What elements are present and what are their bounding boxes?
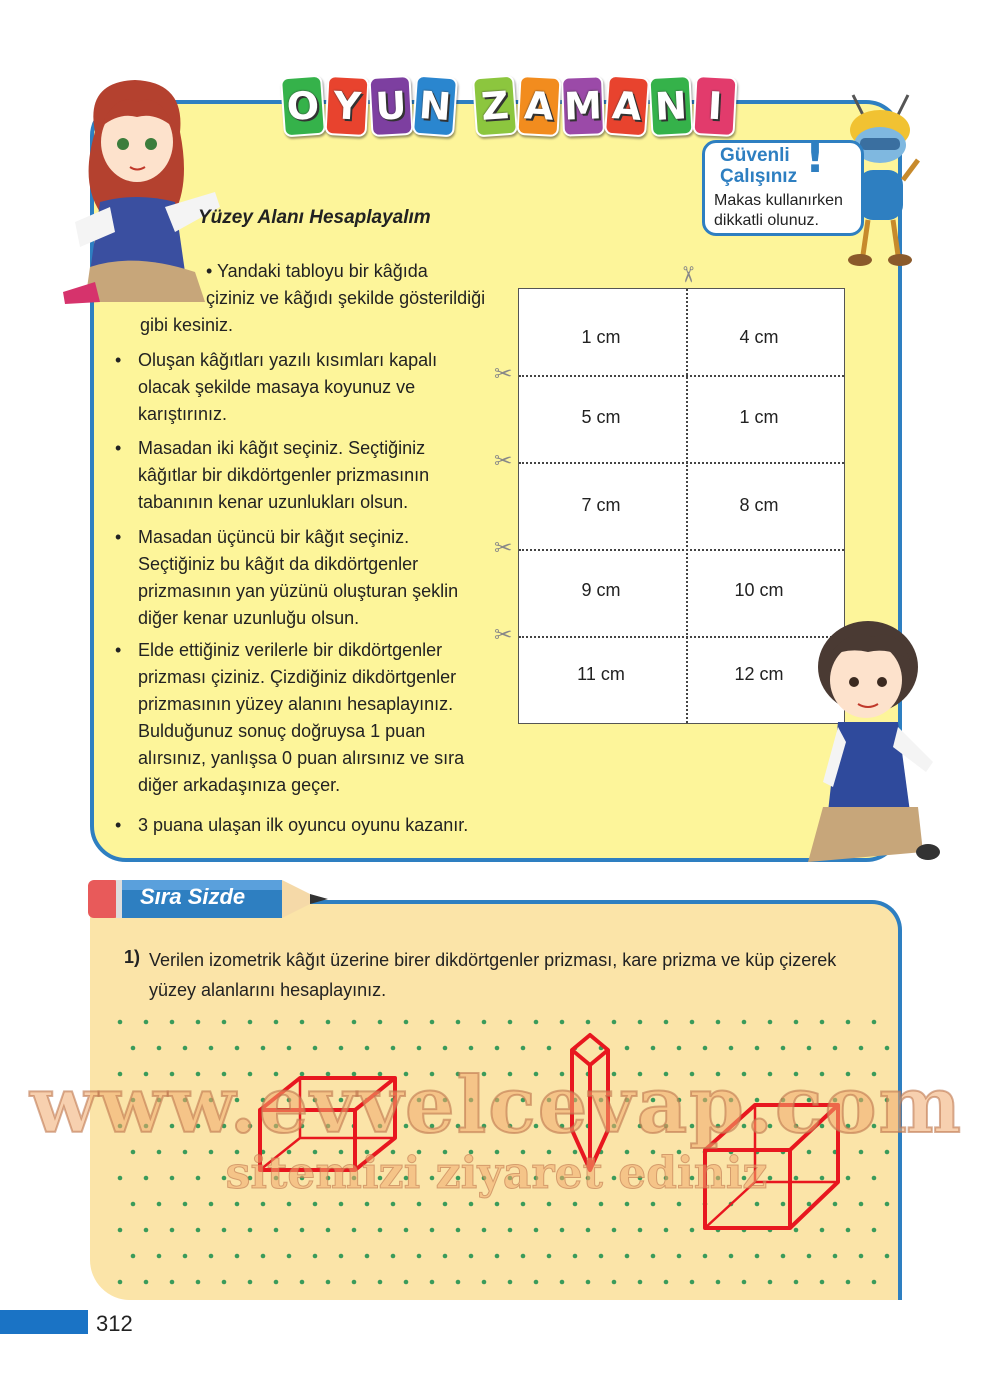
title-letter: N [412, 75, 458, 138]
grid-dot [586, 1228, 591, 1233]
grid-dot [846, 1228, 851, 1233]
grid-dot [781, 1046, 786, 1051]
grid-dot [638, 1228, 643, 1233]
grid-dot [300, 1228, 305, 1233]
grid-dot [716, 1020, 721, 1025]
grid-dot [638, 1020, 643, 1025]
grid-dot [391, 1046, 396, 1051]
title-letter: Z [472, 75, 518, 138]
instruction-6 [115, 812, 515, 839]
grid-dot [430, 1228, 435, 1233]
grid-dot [833, 1254, 838, 1259]
grid-dot [144, 1020, 149, 1025]
grid-dot [144, 1280, 149, 1285]
grid-dot [716, 1280, 721, 1285]
grid-dot [664, 1020, 669, 1025]
grid-dot [404, 1280, 409, 1285]
grid-dot [573, 1254, 578, 1259]
table-cell: 1 cm [581, 327, 621, 347]
grid-dot [391, 1254, 396, 1259]
grid-dot [742, 1280, 747, 1285]
table-cell: 12 cm [734, 664, 784, 684]
grid-dot [690, 1280, 695, 1285]
grid-dot [248, 1020, 253, 1025]
cut-line [519, 375, 844, 377]
title-letter: M [561, 75, 605, 136]
instruction-line: Seçtiğiniz bu kâğıt da dikdörtgenler [138, 554, 419, 574]
grid-dot [781, 1202, 786, 1207]
boy-illustration [798, 612, 943, 887]
grid-dot [222, 1228, 227, 1233]
grid-dot [326, 1020, 331, 1025]
table-cell: 9 cm [581, 580, 621, 600]
grid-dot [144, 1228, 149, 1233]
grid-dot [339, 1046, 344, 1051]
grid-dot [157, 1254, 162, 1259]
grid-dot [560, 1280, 565, 1285]
title-letter: U [368, 75, 413, 137]
grid-dot [469, 1254, 474, 1259]
grid-dot [547, 1202, 552, 1207]
grid-dot [352, 1020, 357, 1025]
grid-dot [677, 1254, 682, 1259]
grid-dot [183, 1046, 188, 1051]
bullet: • [115, 815, 122, 835]
grid-dot [209, 1046, 214, 1051]
grid-dot [417, 1202, 422, 1207]
grid-dot [235, 1046, 240, 1051]
grid-dot [612, 1280, 617, 1285]
grid-dot [677, 1046, 682, 1051]
grid-dot [430, 1020, 435, 1025]
instruction-5 [115, 637, 515, 799]
grid-dot [287, 1254, 292, 1259]
grid-dot [378, 1020, 383, 1025]
grid-dot [300, 1020, 305, 1025]
grid-dot [768, 1280, 773, 1285]
table-cell: 1 cm [739, 407, 779, 427]
grid-dot [664, 1280, 669, 1285]
grid-dot [560, 1228, 565, 1233]
cut-table [518, 288, 845, 724]
grid-dot [690, 1228, 695, 1233]
grid-dot [339, 1202, 344, 1207]
grid-dot [248, 1228, 253, 1233]
grid-dot [378, 1228, 383, 1233]
grid-dot [521, 1046, 526, 1051]
grid-dot [703, 1254, 708, 1259]
grid-dot [118, 1020, 123, 1025]
grid-dot [196, 1280, 201, 1285]
grid-dot [196, 1228, 201, 1233]
instruction-line: alırsınız, yanlışsa 0 puan alırsınız ve sıra [138, 748, 465, 768]
grid-dot [352, 1280, 357, 1285]
title-letter: O [280, 75, 326, 138]
grid-dot [859, 1254, 864, 1259]
grid-dot [807, 1046, 812, 1051]
grid-dot [274, 1280, 279, 1285]
instruction-3 [115, 435, 515, 516]
grid-dot [664, 1228, 669, 1233]
watermark-url: www.evvelcevap.com [30, 1060, 963, 1151]
grid-dot [625, 1254, 630, 1259]
grid-dot [755, 1202, 760, 1207]
grid-dot [378, 1280, 383, 1285]
grid-dot [625, 1202, 630, 1207]
grid-dot [625, 1046, 630, 1051]
grid-dot [508, 1020, 513, 1025]
grid-dot [430, 1280, 435, 1285]
instruction-line: diğer arkadaşınıza geçer. [138, 775, 341, 795]
instruction-line: diğer kenar uzunluğu olsun. [138, 608, 360, 628]
grid-dot [859, 1202, 864, 1207]
grid-dot [833, 1202, 838, 1207]
turn-label: Sıra Sizde [140, 884, 246, 909]
table-cell: 11 cm [577, 664, 625, 684]
grid-dot [417, 1046, 422, 1051]
grid-dot [885, 1202, 890, 1207]
title-letter: A [516, 75, 561, 137]
instruction-line: kâğıtlar bir dikdörtgenler prizmasının [138, 465, 430, 485]
instruction-line: tabanının kenar uzunlukları olsun. [138, 492, 409, 512]
grid-dot [729, 1046, 734, 1051]
grid-dot [443, 1046, 448, 1051]
grid-dot [495, 1046, 500, 1051]
grid-dot [820, 1280, 825, 1285]
grid-dot [417, 1254, 422, 1259]
grid-dot [170, 1280, 175, 1285]
grid-dot [482, 1280, 487, 1285]
title-letter: I [692, 75, 737, 137]
instruction-line: prizmasının yüzey alanını hesaplayınız. [138, 694, 454, 714]
scissors-icon: ✂ [674, 265, 700, 284]
grid-dot [690, 1020, 695, 1025]
bullet: • [115, 640, 122, 660]
grid-dot [118, 1280, 123, 1285]
grid-dot [300, 1280, 305, 1285]
grid-dot [755, 1254, 760, 1259]
instruction-line: Bulduğunuz sonuç doğruysa 1 puan [138, 721, 426, 741]
grid-dot [612, 1228, 617, 1233]
table-cell: 5 cm [581, 407, 621, 427]
grid-dot [534, 1020, 539, 1025]
grid-dot [755, 1046, 760, 1051]
grid-dot [209, 1254, 214, 1259]
title-letter: Y [324, 75, 369, 137]
bullet: • [115, 527, 122, 547]
grid-dot [261, 1254, 266, 1259]
grid-dot [638, 1280, 643, 1285]
grid-dot [651, 1046, 656, 1051]
grid-dot [482, 1020, 487, 1025]
grid-dot [287, 1202, 292, 1207]
grid-dot [365, 1254, 370, 1259]
grid-dot [469, 1046, 474, 1051]
grid-dot [807, 1254, 812, 1259]
title-letter: A [604, 75, 650, 138]
grid-dot [157, 1046, 162, 1051]
grid-dot [261, 1202, 266, 1207]
grid-dot [209, 1202, 214, 1207]
grid-dot [391, 1202, 396, 1207]
exclamation-icon: ! [805, 132, 826, 183]
grid-dot [703, 1046, 708, 1051]
grid-dot [872, 1020, 877, 1025]
instruction-line: Oluşan kâğıtları yazılı kısımları kapalı [138, 350, 438, 370]
grid-dot [365, 1202, 370, 1207]
grid-dot [287, 1046, 292, 1051]
grid-dot [326, 1228, 331, 1233]
grid-dot [274, 1228, 279, 1233]
grid-dot [781, 1254, 786, 1259]
grid-dot [547, 1254, 552, 1259]
instruction-1 [206, 258, 428, 285]
grid-dot [586, 1280, 591, 1285]
grid-dot [443, 1202, 448, 1207]
grid-dot [352, 1228, 357, 1233]
grid-dot [612, 1020, 617, 1025]
title-letter: N [648, 75, 693, 137]
grid-dot [794, 1228, 799, 1233]
grid-dot [456, 1020, 461, 1025]
grid-dot [651, 1254, 656, 1259]
instruction-line: çiziniz ve kâğıdı şekilde gösterildiği [206, 288, 486, 308]
watermark-tagline: sitemizi ziyaret ediniz [225, 1148, 768, 1199]
girl-illustration [55, 72, 225, 307]
grid-dot [534, 1228, 539, 1233]
grid-dot [768, 1020, 773, 1025]
grid-dot [183, 1254, 188, 1259]
instruction-2 [115, 347, 515, 428]
instruction-line: 3 puana ulaşan ilk oyuncu oyunu kazanır. [138, 815, 469, 835]
grid-dot [183, 1202, 188, 1207]
title-banner [282, 76, 736, 146]
scissors-icon: ✂ [494, 536, 513, 561]
grid-dot [573, 1202, 578, 1207]
safety-title: Güvenli Çalışınız [720, 145, 798, 187]
grid-dot [872, 1228, 877, 1233]
grid-dot [170, 1228, 175, 1233]
table-cell: 8 cm [739, 495, 779, 515]
scissors-icon: ✂ [494, 449, 513, 474]
grid-dot [235, 1254, 240, 1259]
grid-dot [508, 1280, 513, 1285]
grid-dot [274, 1020, 279, 1025]
grid-dot [859, 1046, 864, 1051]
instruction-line: olacak şekilde masaya koyunuz ve [138, 377, 416, 397]
cut-line [519, 636, 844, 638]
grid-dot [794, 1020, 799, 1025]
grid-dot [885, 1046, 890, 1051]
grid-dot [599, 1254, 604, 1259]
grid-dot [820, 1020, 825, 1025]
grid-dot [313, 1254, 318, 1259]
grid-dot [131, 1254, 136, 1259]
page-number-bar [0, 1310, 88, 1334]
grid-dot [495, 1202, 500, 1207]
grid-dot [534, 1280, 539, 1285]
instruction-line: Masadan üçüncü bir kâğıt seçiniz. [138, 527, 410, 547]
grid-dot [170, 1020, 175, 1025]
grid-dot [560, 1020, 565, 1025]
bullet: • [115, 438, 122, 458]
grid-dot [118, 1228, 123, 1233]
table-cell: 7 cm [581, 495, 621, 515]
grid-dot [248, 1280, 253, 1285]
grid-dot [729, 1254, 734, 1259]
page-number: 312 [96, 1311, 133, 1336]
grid-dot [794, 1280, 799, 1285]
grid-dot [404, 1020, 409, 1025]
question-text: Verilen izometrik kâğıt üzerine birer dikdörtgenler prizması, kare prizma ve küp çizerek yüzey alanlarını hesaplayınız. [149, 950, 837, 1000]
grid-dot [365, 1046, 370, 1051]
instruction-line: karıştırınız. [138, 404, 228, 424]
grid-dot [820, 1228, 825, 1233]
grid-dot [742, 1020, 747, 1025]
section-title: Yüzey Alanı Hesaplayalım [198, 207, 431, 228]
grid-dot [339, 1254, 344, 1259]
instruction-line: prizmasının yan yüzünü oluşturan şeklin [138, 581, 459, 601]
cut-line [519, 462, 844, 464]
grid-dot [495, 1254, 500, 1259]
grid-dot [196, 1020, 201, 1025]
grid-dot [313, 1046, 318, 1051]
grid-dot [677, 1202, 682, 1207]
bullet: • [115, 350, 122, 370]
instruction-line: prizması çiziniz. Çizdiğiniz dikdörtgenler [138, 667, 457, 687]
grid-dot [521, 1254, 526, 1259]
grid-dot [261, 1046, 266, 1051]
scissors-icon: ✂ [494, 362, 513, 387]
grid-dot [131, 1202, 136, 1207]
grid-dot [469, 1202, 474, 1207]
grid-dot [131, 1046, 136, 1051]
instruction-line: gibi kesiniz. [140, 315, 234, 335]
grid-dot [586, 1020, 591, 1025]
grid-dot [157, 1202, 162, 1207]
safety-text: Makas kullanırken dikkatli olunuz. [714, 192, 843, 229]
grid-dot [872, 1280, 877, 1285]
grid-dot [456, 1228, 461, 1233]
grid-dot [404, 1228, 409, 1233]
question-number: 1) [124, 947, 141, 967]
table-cell: 4 cm [739, 327, 779, 347]
grid-dot [846, 1280, 851, 1285]
instruction-line: Masadan iki kâğıt seçiniz. Seçtiğiniz [138, 438, 426, 458]
grid-dot [235, 1202, 240, 1207]
table-cell: 10 cm [734, 580, 784, 600]
instruction-line: Elde ettiğiniz verilerle bir dikdörtgenler [138, 640, 443, 660]
grid-dot [846, 1020, 851, 1025]
grid-dot [443, 1254, 448, 1259]
grid-dot [651, 1202, 656, 1207]
bullet: • [206, 261, 213, 281]
grid-dot [313, 1202, 318, 1207]
grid-dot [508, 1228, 513, 1233]
grid-dot [885, 1254, 890, 1259]
scissors-icon: ✂ [494, 623, 513, 648]
grid-dot [456, 1280, 461, 1285]
instruction-4 [115, 524, 515, 632]
grid-dot [222, 1020, 227, 1025]
grid-dot [222, 1280, 227, 1285]
cut-line [519, 549, 844, 551]
grid-dot [326, 1280, 331, 1285]
grid-dot [521, 1202, 526, 1207]
grid-dot [547, 1046, 552, 1051]
grid-dot [599, 1202, 604, 1207]
instruction-line: Yandaki tabloyu bir kâğıda [217, 261, 428, 281]
grid-dot [833, 1046, 838, 1051]
grid-dot [482, 1228, 487, 1233]
